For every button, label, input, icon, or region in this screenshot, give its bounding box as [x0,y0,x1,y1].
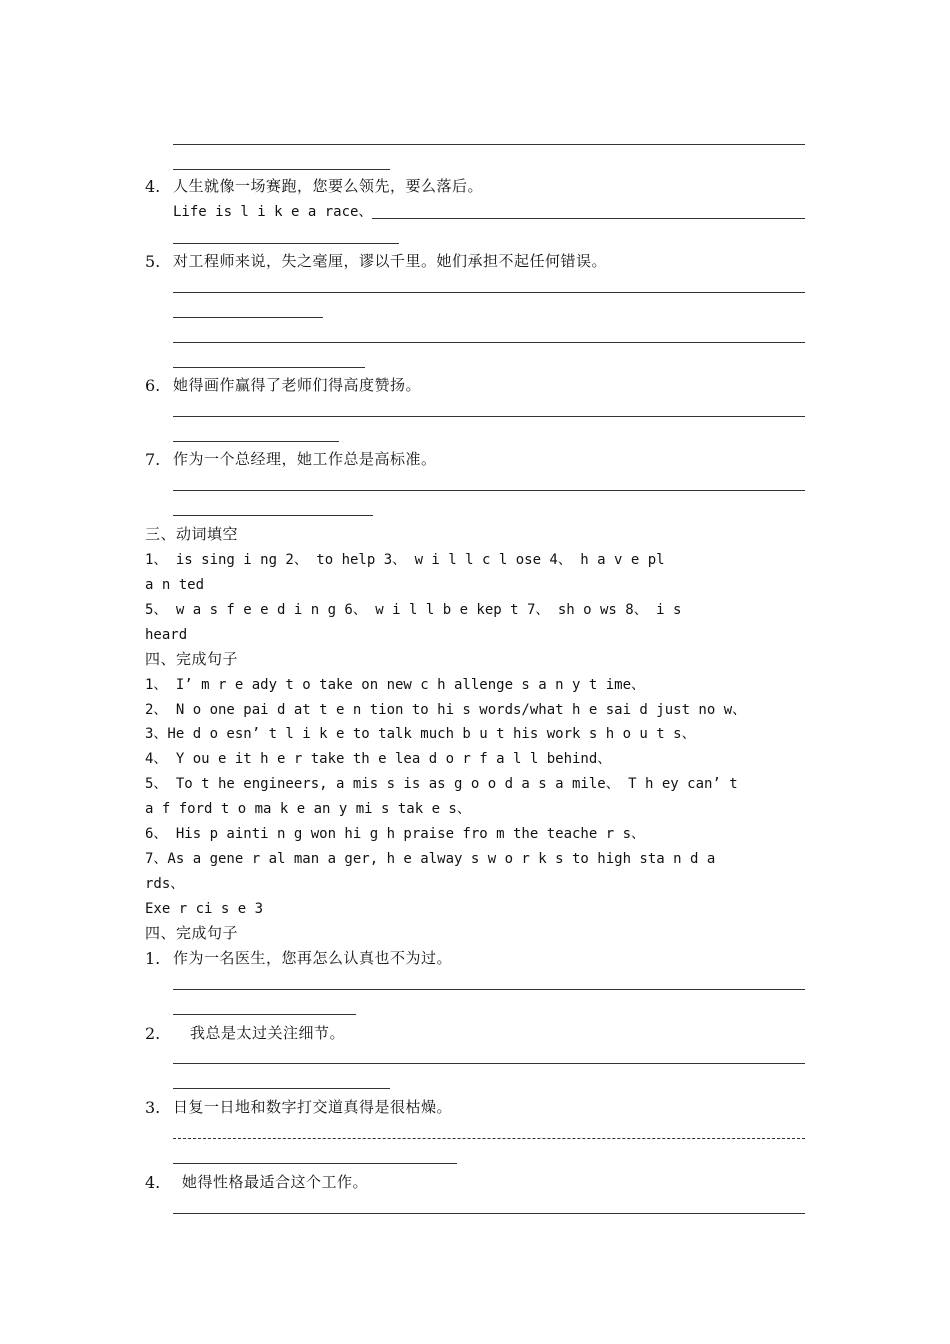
answer-line [173,1063,805,1064]
answer-line [173,1163,457,1164]
answer-line-text: heard [145,627,188,643]
answer-line [173,490,805,491]
question-number: 5. [145,252,161,271]
answer-line-text: 1、 is sing i ng 2、 to help 3、 w i l l c l ose 4、 h a v e pl [145,552,665,568]
answer-line-text: 1、 I’ m r e ady t o take on new c h allenge s a n y t ime、 [145,677,646,693]
question-number: 2. [145,1024,161,1043]
answer-line [173,367,365,368]
section-heading: 四、完成句子 [145,924,239,942]
question-chinese-text: 人生就像一场赛跑，您要么领先，要么落后。 [173,177,484,195]
section-heading: 三、动词填空 [145,525,239,543]
answer-line [173,1088,390,1089]
answer-line [173,989,805,990]
answer-line [173,441,339,442]
answer-line [173,317,323,318]
question-number: 4. [145,1173,161,1192]
question-chinese-text: 对工程师来说，失之毫厘，谬以千里。她们承担不起任何错误。 [173,252,608,270]
question-number: 6. [145,376,161,395]
answer-line-text: 2、 N o one pai d at t e n tion to hi s words/what h e sai d just no w、 [145,702,747,718]
answer-line-text: 5、 w a s f e e d i n g 6、 w i l l b e kep t 7、 sh o ws 8、 i s [145,602,682,618]
answer-line-text: 3、He d o esn’ t l i k e to talk much b u t his work s h o u t s、 [145,726,696,742]
answer-line-text: 5、 To t he engineers, a mis s is as g o o d a s a mile、 T h ey can’ t [145,776,738,792]
answer-line [173,342,805,343]
question-chinese-text: 她得性格最适合这个工作。 [182,1173,369,1191]
answer-line [173,1138,805,1139]
question-chinese-text: 日复一日地和数字打交道真得是很枯燥。 [173,1098,453,1116]
exercise-title: Exe r ci s e 3 [145,901,264,917]
answer-line [372,218,805,219]
question-chinese-text: 我总是太过关注细节。 [190,1024,346,1042]
question-chinese-text: 作为一个总经理，她工作总是高标准。 [173,450,437,468]
question-number: 4. [145,177,161,196]
answer-line-text: rds、 [145,876,185,892]
answer-line-text: 4、 Y ou e it h e r take th e lea d o r f a l l behind、 [145,751,612,767]
answer-line-text: a n ted [145,577,205,593]
answer-line [173,292,805,293]
answer-line [173,243,399,244]
answer-line-text: a f ford t o ma k e an y mi s tak e s、 [145,801,471,817]
question-chinese-text: 她得画作赢得了老师们得高度赞扬。 [173,376,422,394]
question-number: 7. [145,450,161,469]
question-english-prefix: Life is l i k e a race、 [173,204,373,220]
answer-line-text: 7、As a gene r al man a ger, h e alway s w o r k s to high sta n d a [145,851,716,867]
question-number: 3. [145,1098,161,1117]
question-number: 1. [145,949,161,968]
answer-line-text: 6、 His p ainti n g won hi g h praise fro m the teache r s、 [145,826,646,842]
answer-line [173,515,373,516]
question-chinese-text: 作为一名医生，您再怎么认真也不为过。 [173,949,453,967]
answer-line [173,169,390,170]
answer-line [173,1014,356,1015]
answer-line [173,144,805,145]
answer-line [173,1213,805,1214]
answer-line [173,416,805,417]
section-heading: 四、完成句子 [145,650,239,668]
